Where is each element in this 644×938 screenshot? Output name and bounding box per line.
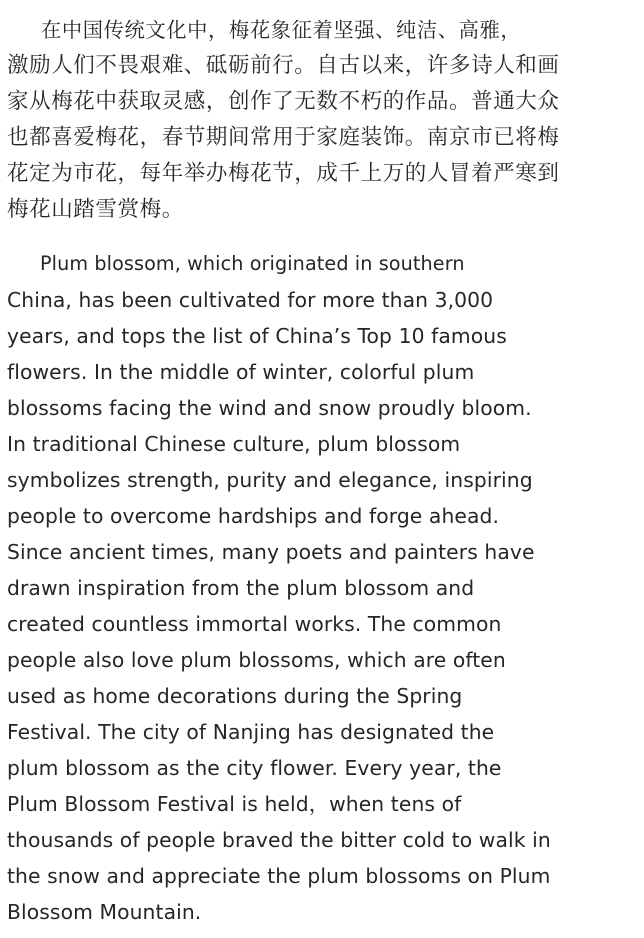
- english-line: people also love plum blossoms, which are often: [7, 648, 506, 672]
- chinese-line: 花定为市花，每年举办梅花节，成千上万的人冒着严寒到: [7, 161, 560, 186]
- english-line: blossoms facing the wind and snow proudly bloom.: [7, 396, 532, 420]
- english-line: China, has been cultivated for more than 3,000: [7, 288, 494, 312]
- chinese-line: 家从梅花中获取灵感，创作了无数不朽的作品。普通大众: [7, 89, 560, 114]
- chinese-line: 也都喜爱梅花，春节期间常用于家庭装饰。南京市已将梅: [7, 125, 560, 150]
- english-line: plum blossom as the city flower. Every year, the: [7, 756, 502, 780]
- english-paragraph: [7, 246, 641, 930]
- english-line: Festival. The city of Nanjing has designated the: [7, 720, 495, 744]
- english-line: drawn inspiration from the plum blossom and: [7, 576, 475, 600]
- english-line: In traditional Chinese culture, plum blossom: [7, 432, 461, 456]
- chinese-line: 激励人们不畏艰难、砥砺前行。自古以来，许多诗人和画: [7, 53, 560, 78]
- english-line: Blossom Mountain.: [7, 900, 202, 924]
- english-line: symbolizes strength, purity and elegance, inspiring: [7, 468, 533, 492]
- chinese-line: 梅花山踏雪赏梅。: [7, 197, 184, 222]
- chinese-paragraph: [7, 12, 639, 228]
- english-line: the snow and appreciate the plum blossoms on Plum: [7, 864, 551, 888]
- english-line: flowers. In the middle of winter, colorful plum: [7, 360, 475, 384]
- english-line: Plum Blossom Festival is held，when tens of: [7, 792, 462, 816]
- english-line: used as home decorations during the Spring: [7, 684, 463, 708]
- english-line: people to overcome hardships and forge ahead.: [7, 504, 500, 528]
- english-line: years, and tops the list of China’s Top 10 famous: [7, 324, 507, 348]
- english-line: Plum blossom, which originated in southern: [40, 252, 465, 275]
- chinese-line: 在中国传统文化中，梅花象征着坚强、纯洁、高雅，: [41, 18, 522, 42]
- english-line: created countless immortal works. The common: [7, 612, 502, 636]
- english-line: Since ancient times, many poets and painters have: [7, 540, 535, 564]
- english-line: thousands of people braved the bitter cold to walk in: [7, 828, 551, 852]
